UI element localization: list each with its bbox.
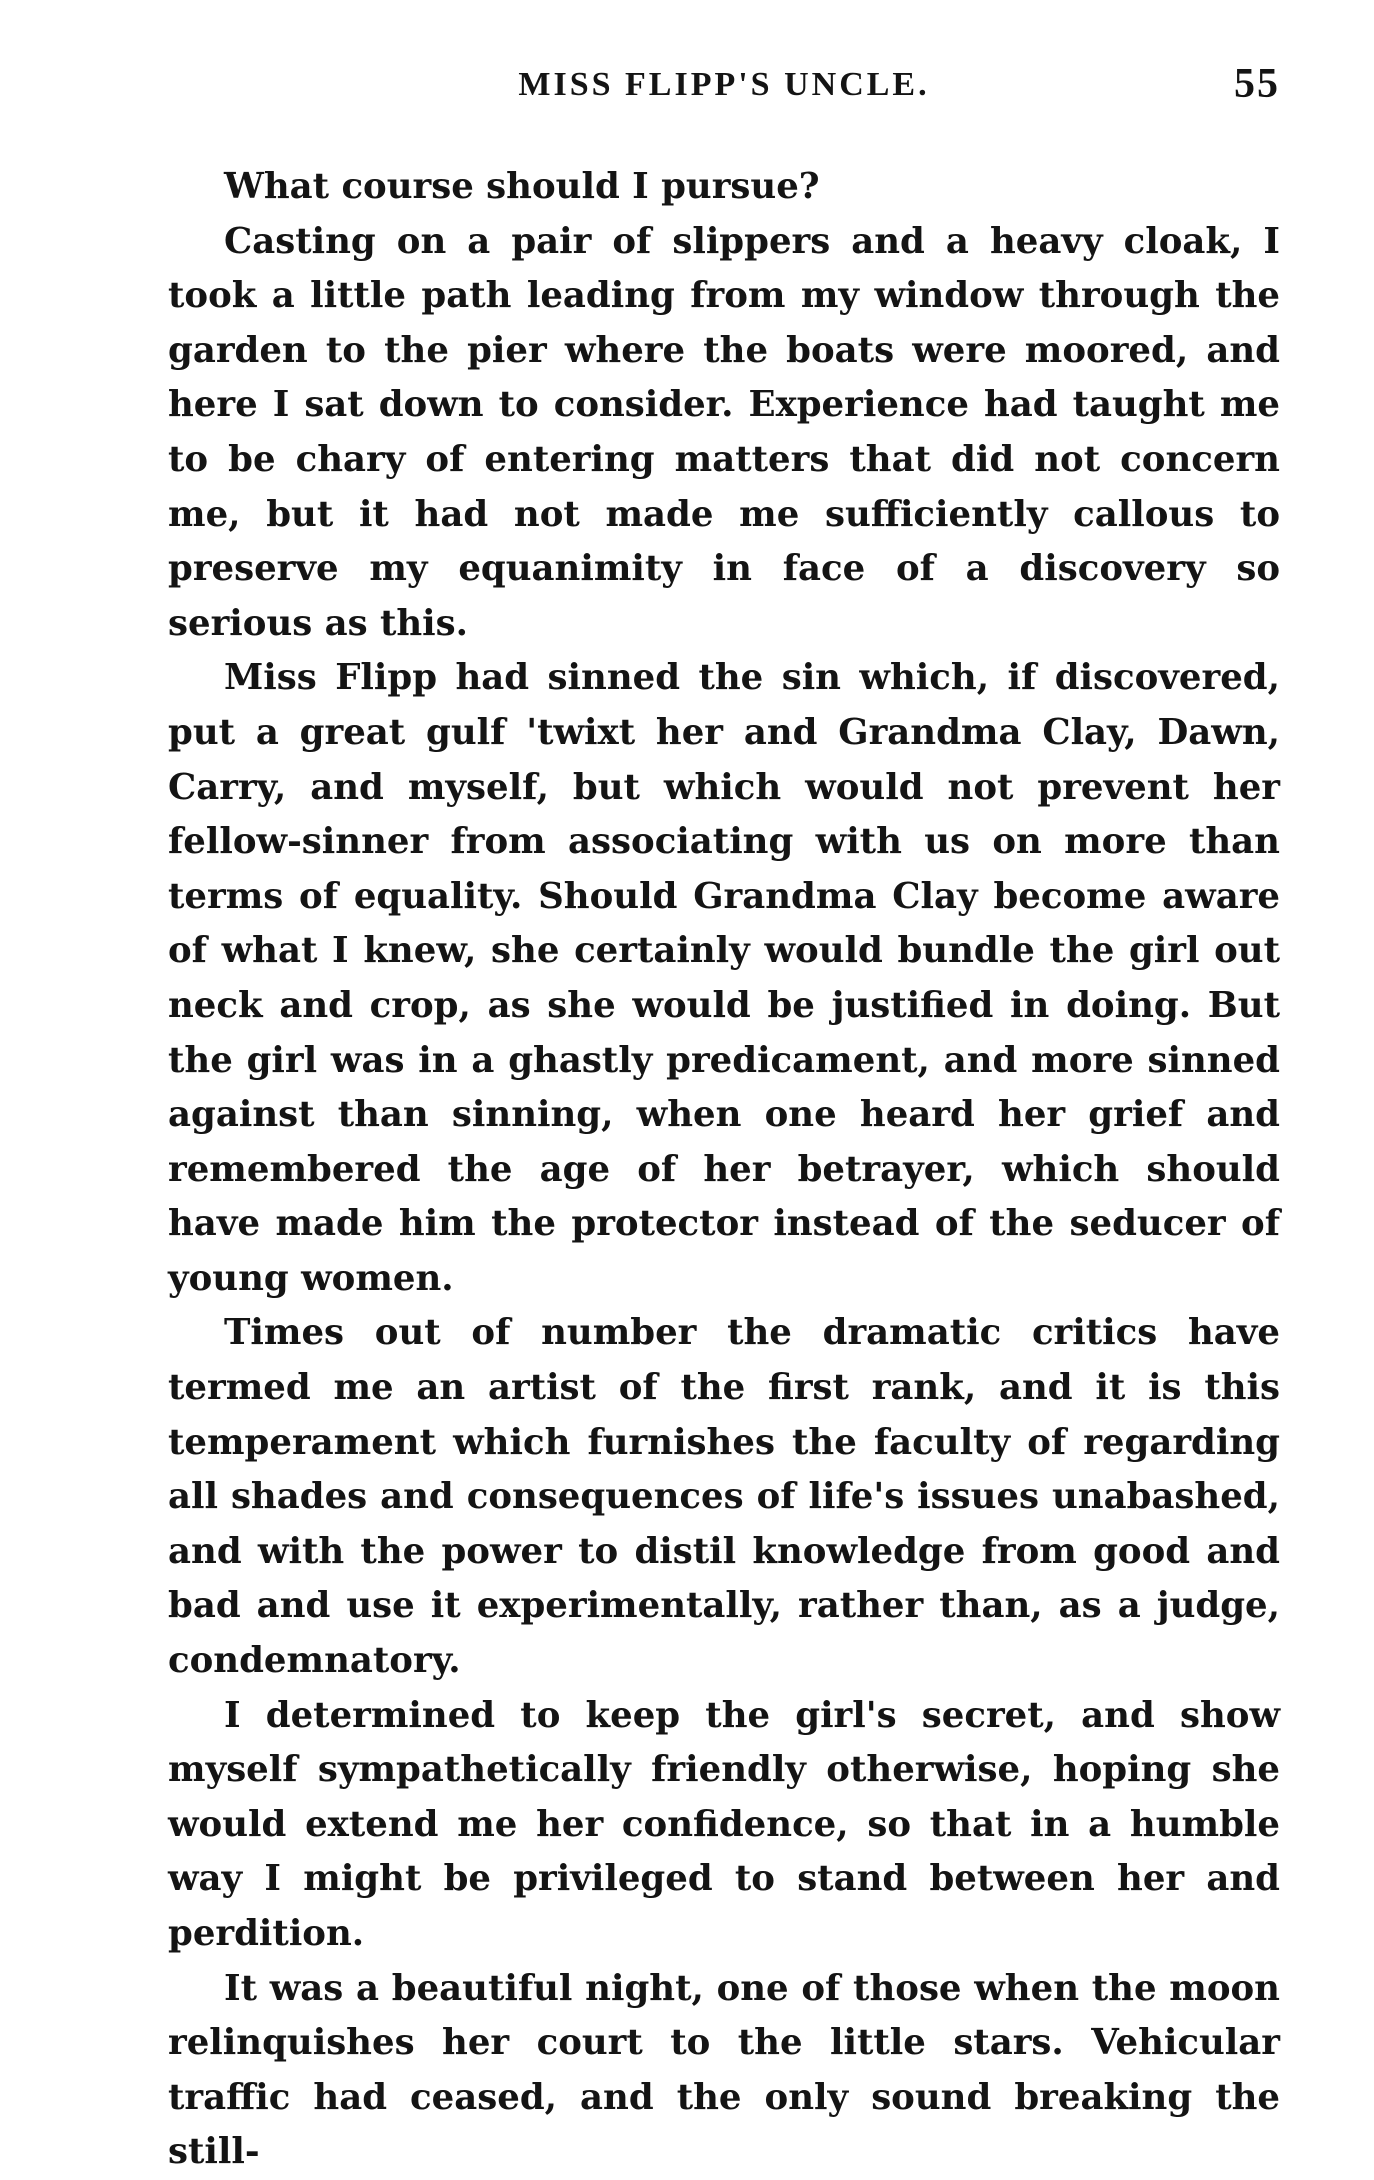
running-head bbox=[168, 61, 1280, 126]
paragraph: Casting on a pair of slippers and a heavy cloak, I took a little path leading from my window through the garden to the pier where the boats were moored, and here I sat down to consider. Experience had taught me to be chary of entering matters that did not concern me, but it had not made me sufficiently callous to preserve my equanimity in face of a discovery so serious as this. bbox=[168, 220, 1280, 644]
body-text bbox=[168, 160, 1280, 2180]
running-title: MISS FLIPP'S UNCLE. bbox=[518, 66, 930, 103]
paragraph: Times out of number the dramatic critics have termed me an artist of the first rank, and it is this temperament which furnishes the faculty of regarding all shades and consequences of life's issues unabashed, and with the power to distil knowledge from good and bad and use it experimentally, rather than, as a judge, condemnatory. bbox=[168, 1312, 1280, 1682]
paragraph: I determined to keep the girl's secret, and show myself sympathetically friendly otherwise, hoping she would extend me her confidence, so that in a humble way I might be privileged to stand between her and perdition. bbox=[168, 1694, 1280, 1954]
page-number: 55 bbox=[1234, 61, 1280, 107]
paragraph: What course should I pursue? bbox=[224, 166, 820, 207]
paragraph: It was a beautiful night, one of those when the moon relinquishes her court to the little stars. Vehicular traffic had ceased, and the only sound breaking the still- bbox=[168, 1967, 1280, 2173]
paragraph: Miss Flipp had sinned the sin which, if discovered, put a great gulf 'twixt her and Grandma Clay, Dawn, Carry, and myself, but which would not prevent her fellow-sinner from associating with us on more than terms of equality. Should Grandma Clay become aware of what I knew, she certainly would bundle the girl out neck and crop, as she would be justified in doing. But the girl was in a ghastly predicament, and more sinned against than sinning, when one heard her grief and remembered the age of her betrayer, which should have made him the protector instead of the seducer of young women. bbox=[168, 657, 1280, 1299]
